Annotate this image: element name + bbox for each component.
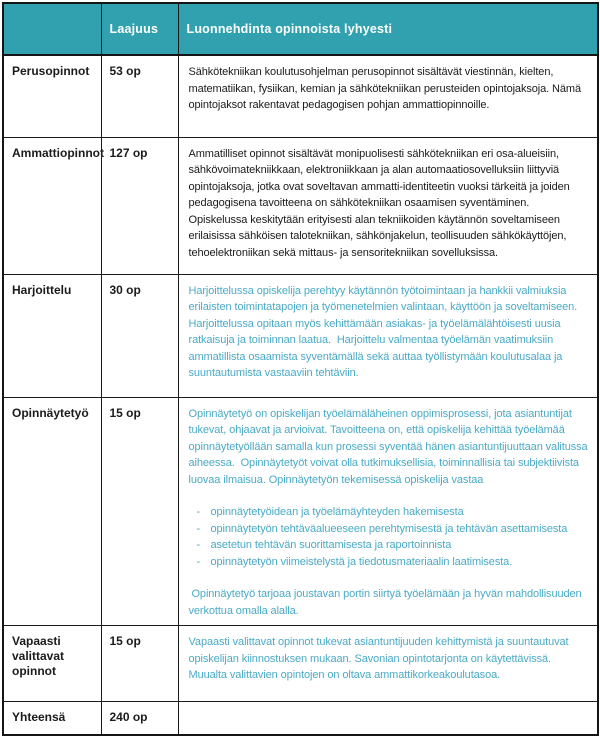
- degree-structure-table: [2, 2, 599, 736]
- table-row-ammattiopinnot: [3, 137, 598, 274]
- header-cell-luonnehdinta: Luonnehdinta opinnoista lyhyesti: [178, 3, 598, 55]
- bullet-dash-marker: -: [196, 555, 201, 568]
- table-row-opinnaytetyo: [3, 397, 598, 626]
- bullet-text: opinnäytetyöidean ja työelämäyhteyden hakemisesta: [210, 506, 464, 518]
- header-cell-empty: [3, 3, 101, 55]
- row-description: Ammatilliset opinnot sisältävät monipuolisesti sähkötekniikan eri osa-alueisiin, sähkövoimatekniikkaan, elektroniikkaan ja alan automaatiosovelluksiin liittyviä opintojaksoja, jotka ovat soveltavan ammatti-identiteetin vuoksi tärkeitä ja joiden pedagogisena tavoitteena on sähkötekniikan osaamisen syventäminen. Opiskelussa keskitytään erityisesti alan tekniikoiden käytännön soveltamiseen erilaisissa sähköisen talotekniikan, sähkönjakelun, teollisuuden sähkökäyttöjen, tehoelektroniikan sekä mittaus- ja sensoritekniikan sovelluksissa.: [188, 147, 573, 259]
- table-row-yhteensa: [3, 702, 598, 735]
- row-credits: 127 op: [101, 137, 178, 274]
- row-description: Vapaasti valittavat opinnot tukevat asiantuntijuuden kehittymistä ja suuntautuvat opiskelijan kiinnostuksen mukaan. Savonian opintotarjonta on käytettävissä. Muualta valittavien opintojen on oltava ammattikorkeakoulutasoa.: [188, 636, 572, 681]
- table-header-row: [3, 3, 598, 55]
- row-credits: 30 op: [101, 274, 178, 397]
- row-description-cell: [178, 55, 598, 137]
- row-description-cell: [178, 274, 598, 397]
- bullet-text: opinnäytetyön tehtäväalueeseen perehtymisestä ja tehtävän asettamisesta: [210, 522, 568, 535]
- row-paragraph-1: Opinnäytetyö on opiskelijan työelämäläheinen oppimisprosessi, jota asiantuntijat tukevat, ohjaavat ja arvioivat. Tavoitteena on, että opiskelija kehittää työelämää opinnäytetyöllään samalla kun prosessi syventää hänen asiantuntijuuttaan valitussa aiheessa. Opinnäytetyöt voivat olla tutkimuksellisia, toiminnallisia tai subjektiivista luovaa ilmaisua. Opinnäytetyön tekemisessä opiskelija vastaa: [188, 407, 591, 486]
- row-description-cell: [178, 626, 598, 702]
- row-credits: 53 op: [101, 55, 178, 137]
- bullet-text: opinnäytetyön viimeistelystä ja tiedotusmateriaalin laatimisesta.: [210, 555, 513, 568]
- table-row-vapaasti-valittavat: [3, 626, 598, 702]
- row-credits: 15 op: [101, 626, 178, 702]
- row-credits: 240 op: [101, 702, 178, 735]
- bullet-dash-marker: -: [196, 506, 201, 518]
- bullet-item: [189, 537, 590, 554]
- bullet-item: [189, 521, 590, 538]
- bullet-dash-marker: -: [196, 539, 201, 551]
- row-paragraph-2: Opinnäytetyö tarjoaa joustavan portin siirtyä työelämään ja hyvän mahdollisuuden verkottua omalla alalla.: [188, 588, 585, 617]
- row-label: Harjoittelu: [3, 274, 101, 397]
- row-label: Ammattiopinnot: [3, 137, 101, 274]
- row-description-cell: [178, 137, 598, 274]
- row-label: Opinnäytetyö: [3, 397, 101, 626]
- bullet-item: [189, 554, 590, 571]
- bullet-item: [189, 504, 590, 521]
- table-row-harjoittelu: [3, 274, 598, 397]
- row-label: Perusopinnot: [3, 55, 101, 137]
- row-description: Harjoittelussa opiskelija perehtyy käytännön työtoimintaan ja hankkii valmiuksia erilaisten toimintatapojen ja työmenetelmien valintaan, käyttöön ja soveltamiseen. Harjoittelussa opitaan myös kehittämään asiakas- ja työelämälähtöisesti uusia ratkaisuja ja toiminnan laatua. Harjoittelu valmentaa työelämän vaatimuksiin ammatillista osaamista syventämällä sekä auttaa työllistymään koulutusalaa ja suuntautumista vastaaviin tehtäviin.: [188, 284, 581, 379]
- row-label: Vapaasti valittavat opinnot: [3, 626, 101, 702]
- bullet-dash-marker: -: [196, 522, 201, 535]
- table-row-perusopinnot: [3, 55, 598, 137]
- header-cell-laajuus: Laajuus: [101, 3, 178, 55]
- row-description-cell: [178, 702, 598, 735]
- row-credits: 15 op: [101, 397, 178, 626]
- row-description-cell: [178, 397, 598, 626]
- row-label: Yhteensä: [3, 702, 101, 735]
- row-description: Sähkötekniikan koulutusohjelman perusopinnot sisältävät viestinnän, kielten, matematiikan, fysiikan, kemian ja sähkötekniikan perusteiden opintojaksoja. Nämä opintojaksot rakentavat pedagogisen pohjan ammattiopinnoille.: [188, 66, 584, 111]
- bullet-list: [189, 504, 590, 570]
- bullet-text: asetetun tehtävän suorittamisesta ja raportoinnista: [210, 539, 452, 551]
